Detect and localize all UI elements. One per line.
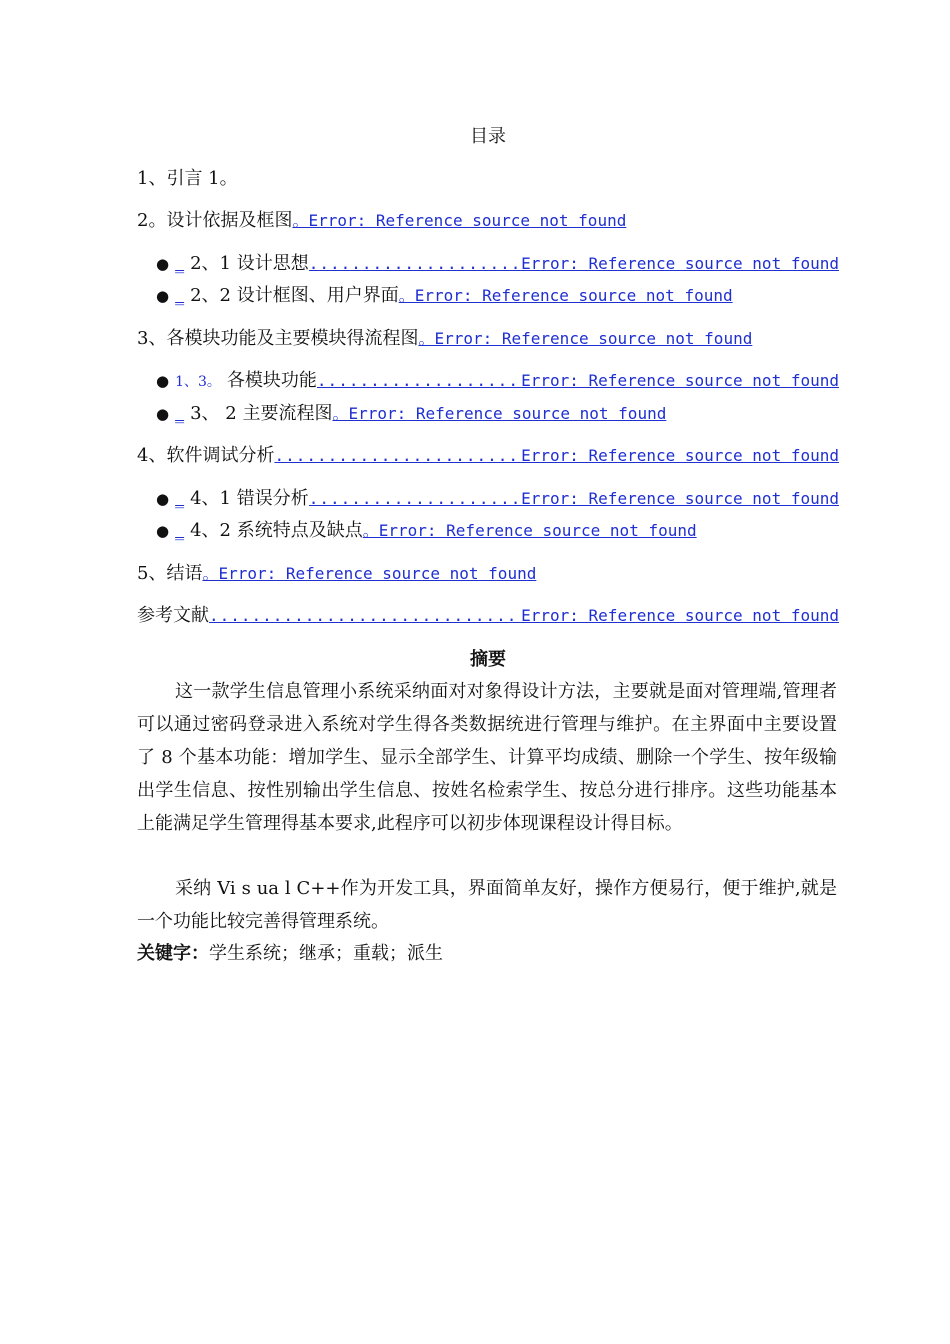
toc-entry-label: 2、2 设计框图、用户界面	[190, 285, 399, 306]
toc-leader-dots	[209, 603, 521, 629]
bullet-icon: ●	[156, 372, 170, 390]
toc-entry-link[interactable]: Error: Reference source not found	[521, 606, 839, 625]
toc-entry-main-flowchart[interactable]	[156, 401, 666, 427]
toc-entry-error-analysis[interactable]	[156, 486, 839, 512]
toc-leader-dots	[309, 486, 521, 512]
keywords-value: 学生系统；继承；重载；派生	[209, 943, 443, 964]
toc-entry-link[interactable]: 。Error: Reference source not found	[362, 521, 697, 540]
bullet-icon: ●	[156, 405, 170, 423]
toc-entry-label: 参考文献	[137, 605, 209, 626]
toc-entry-conclusion[interactable]	[137, 561, 536, 587]
abstract-paragraph-2: 采纳 Vi s ua l C++作为开发工具，界面简单友好，操作方便易行，便于维护,就是一个功能比较完善得管理系统。	[137, 878, 837, 932]
toc-entry-module-functions[interactable]	[156, 368, 839, 394]
toc-entry-references[interactable]	[137, 603, 839, 629]
toc-entry-label: 1、引言 1。	[137, 168, 238, 189]
toc-entry-prefix: _	[175, 253, 185, 274]
abstract-paragraph-1: 这一款学生信息管理小系统采纳面对对象得设计方法，主要就是面对管理端,管理者可以通过密码登录进入系统对学生得各类数据统进行管理与维护。在主界面中主要设置了 8 个基本功能：增加学生、显示全部学生、计算平均成绩、删除一个学生、按年级输出学生信息、按性别输出学生信息、按姓名检索学生、按总分进行排序。这些功能基本上能满足学生管理得基本要求,此程序可以初步体现课程设计得目标。	[137, 681, 837, 834]
toc-entry-label: 4、1 错误分析	[190, 488, 309, 509]
toc-entry-label: 2、1 设计思想	[190, 253, 309, 274]
toc-entry-design-basis[interactable]	[137, 208, 626, 234]
toc-entry-link[interactable]: Error: Reference source not found	[521, 446, 839, 465]
toc-entry-label: 3、 2 主要流程图	[190, 403, 333, 424]
bullet-icon: ●	[156, 287, 170, 305]
bullet-icon: ●	[156, 490, 170, 508]
keywords-line	[137, 937, 443, 970]
toc-entry-link[interactable]: Error: Reference source not found	[521, 371, 839, 390]
toc-entry-prefix: _	[175, 285, 185, 306]
toc-entry-label: 3、各模块功能及主要模块得流程图	[137, 328, 419, 349]
toc-entry-design-diagram[interactable]	[156, 283, 733, 309]
toc-leader-dots	[317, 368, 521, 394]
toc-entry-link[interactable]: Error: Reference source not found	[521, 254, 839, 273]
toc-leader-dots	[274, 443, 521, 469]
toc-entry-prefix: _	[175, 520, 185, 541]
toc-entry-label: 5、结语	[137, 563, 203, 584]
toc-entry-design-idea[interactable]	[156, 251, 839, 277]
toc-entry-link[interactable]: 。Error: Reference source not found	[418, 329, 753, 348]
toc-entry-prefix: 1、3。	[175, 374, 221, 390]
bullet-icon: ●	[156, 255, 170, 273]
abstract-title: 摘要	[470, 649, 506, 670]
toc-entry-debugging[interactable]	[137, 443, 839, 469]
toc-entry-features[interactable]	[156, 518, 697, 544]
toc-entry-modules[interactable]	[137, 326, 752, 352]
keywords-label: 关键字：	[137, 943, 209, 964]
toc-entry-link[interactable]: 。Error: Reference source not found	[202, 564, 537, 583]
toc-entry-link[interactable]: 。Error: Reference source not found	[332, 404, 667, 423]
bullet-icon: ●	[156, 522, 170, 540]
toc-entry-intro[interactable]	[137, 166, 238, 192]
toc-entry-link[interactable]: 。Error: Reference source not found	[292, 211, 627, 230]
toc-entry-prefix: _	[175, 488, 185, 509]
toc-entry-label: 2。设计依据及框图	[137, 210, 293, 231]
toc-title: 目录	[470, 126, 506, 147]
toc-entry-label: 4、2 系统特点及缺点	[190, 520, 363, 541]
toc-leader-dots	[309, 251, 521, 277]
toc-entry-link[interactable]: Error: Reference source not found	[521, 489, 839, 508]
toc-entry-label: 各模块功能	[226, 370, 317, 391]
toc-entry-prefix: _	[175, 403, 185, 424]
toc-entry-link[interactable]: 。Error: Reference source not found	[398, 286, 733, 305]
toc-entry-label: 4、软件调试分析	[137, 445, 275, 466]
